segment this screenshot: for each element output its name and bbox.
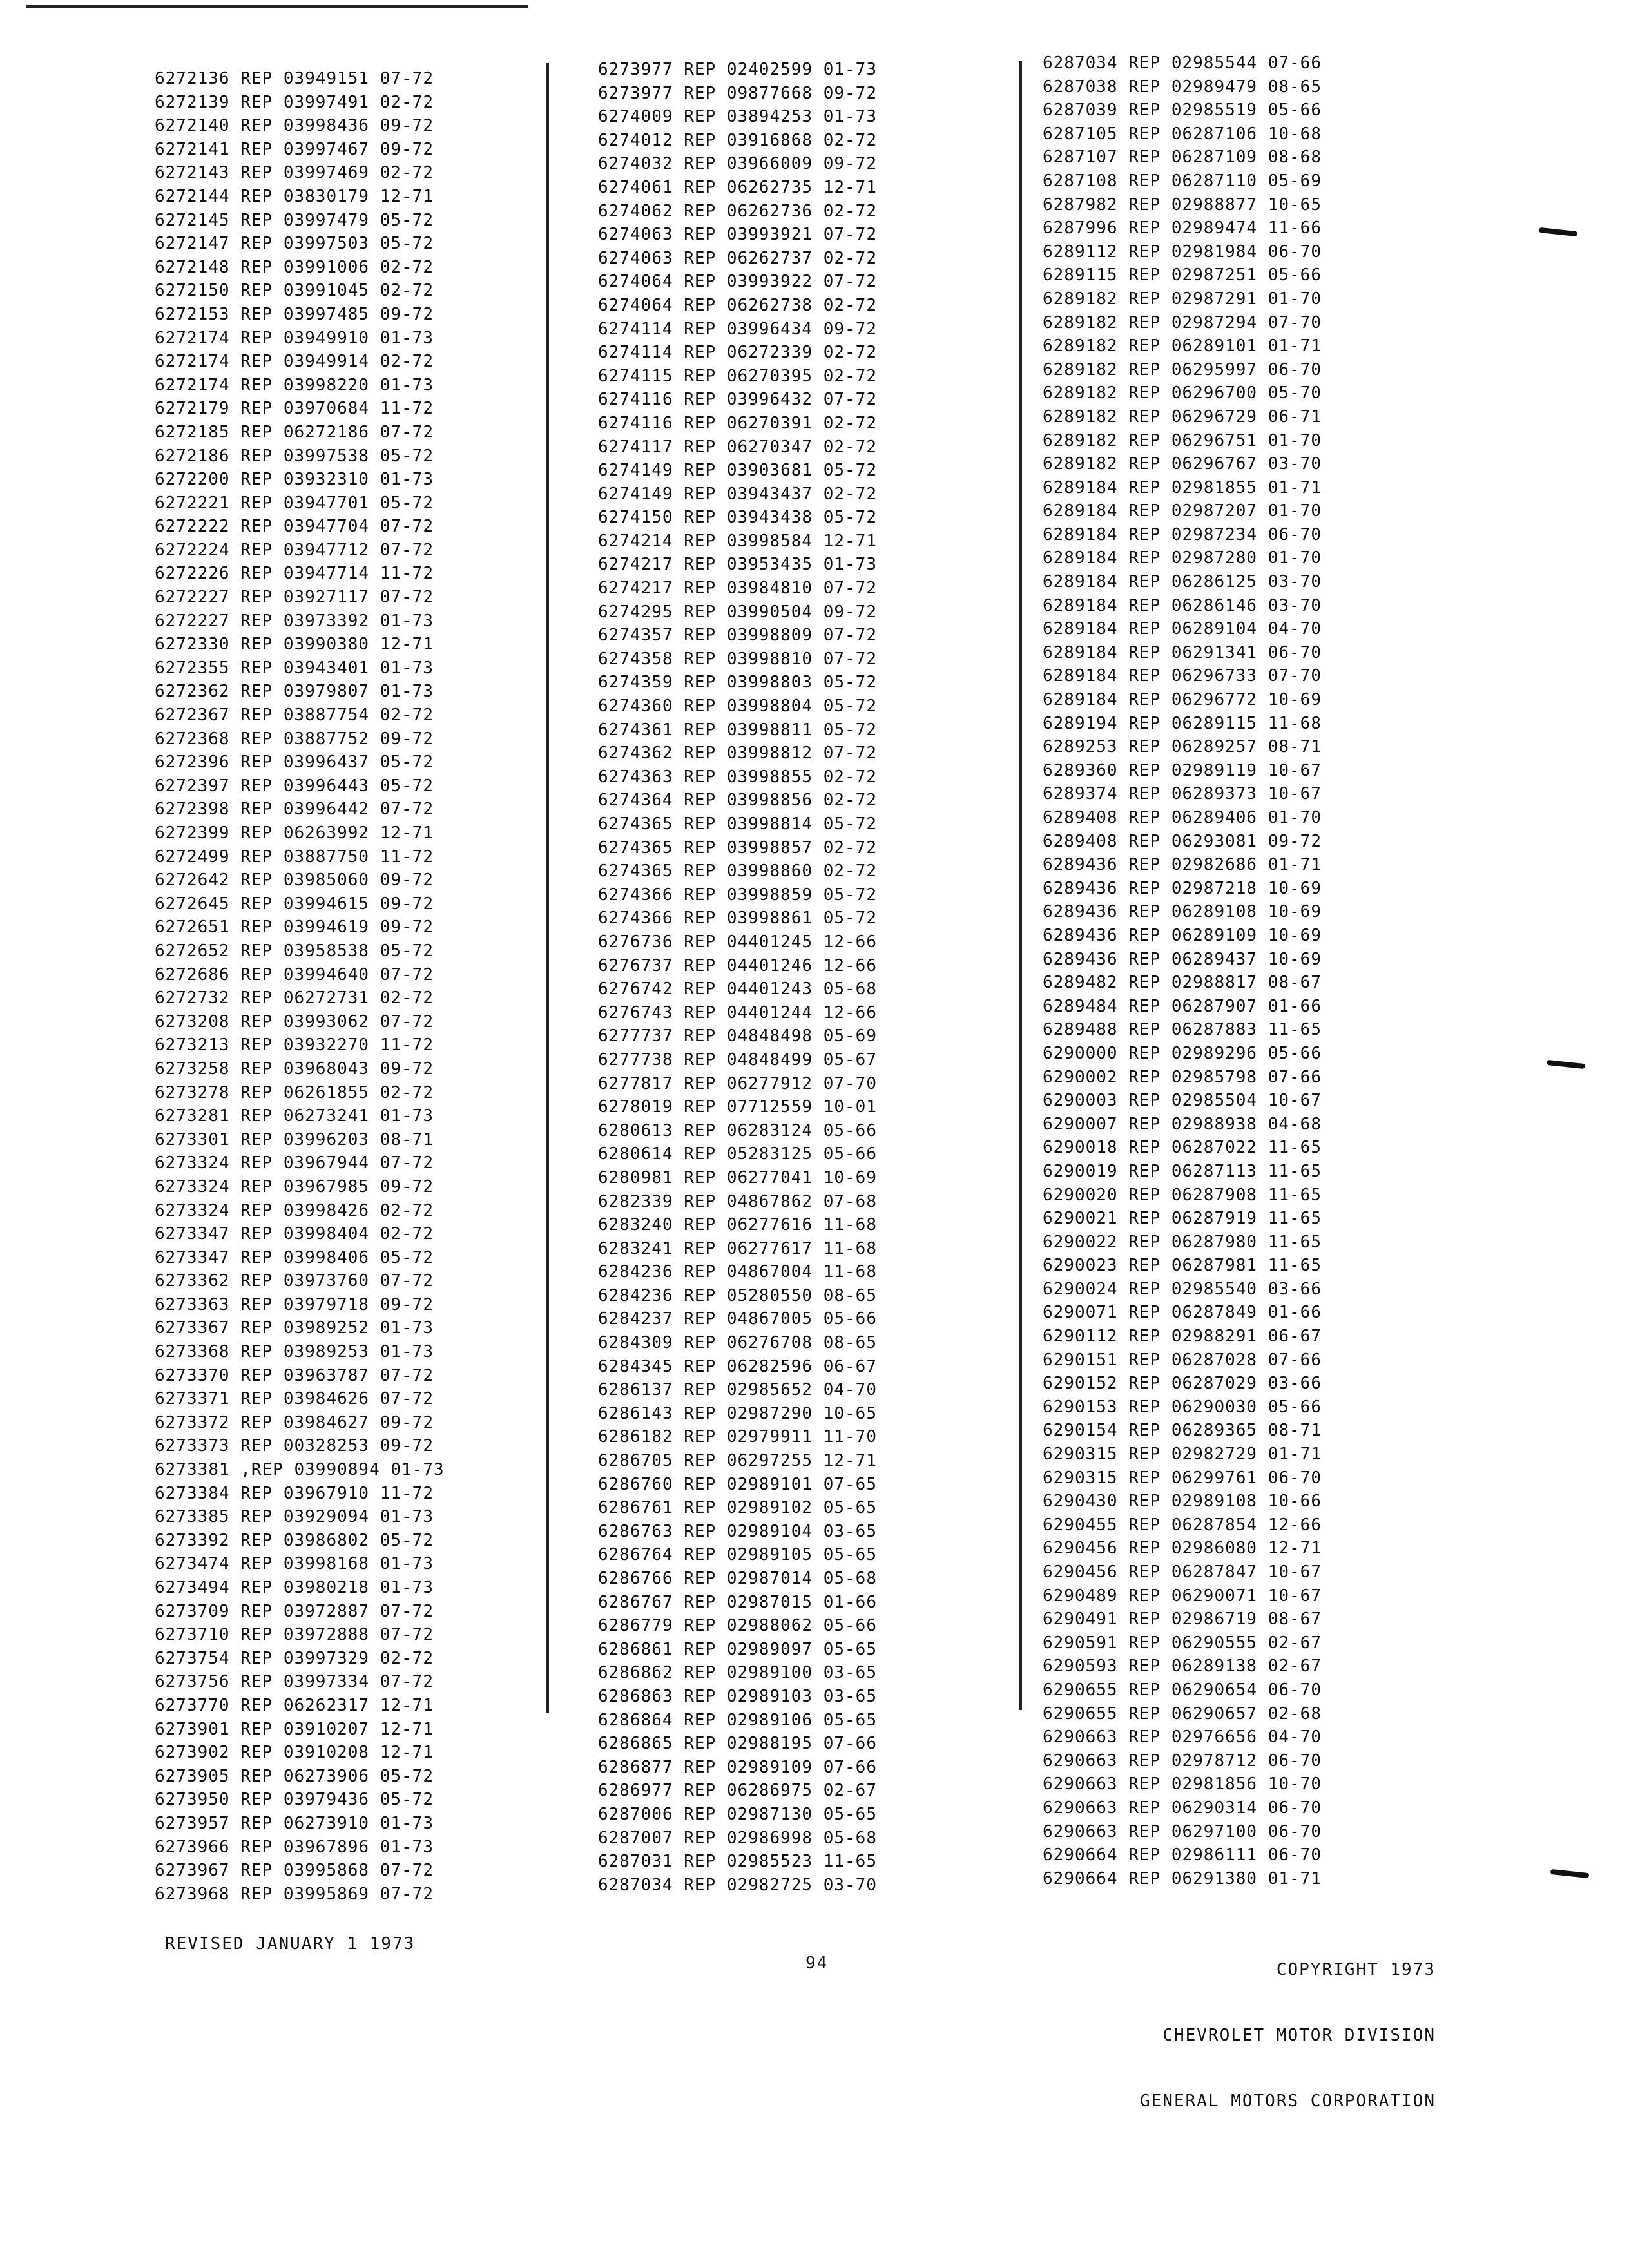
list-item: 6274360 REP 03998804 05-72 [598, 697, 877, 716]
list-item: 6274214 REP 03998584 12-71 [598, 531, 877, 551]
list-item: 6274366 REP 03998859 05-72 [598, 885, 877, 905]
list-item: 6273373 REP 00328253 09-72 [155, 1436, 434, 1456]
list-item: 6273258 REP 03968043 09-72 [155, 1059, 434, 1079]
list-item: 6290664 REP 06291380 01-71 [1043, 1869, 1322, 1888]
list-item: 6273372 REP 03984627 09-72 [155, 1412, 434, 1432]
list-item: 6287996 REP 02989474 11-66 [1043, 218, 1322, 238]
list-item: 6290456 REP 06287847 10-67 [1043, 1562, 1322, 1582]
list-item: 6290154 REP 06289365 08-71 [1043, 1421, 1322, 1441]
list-item: 6273324 REP 03967944 07-72 [155, 1153, 434, 1173]
list-item: 6286877 REP 02989109 07-66 [598, 1757, 877, 1777]
list-item: 6272139 REP 03997491 02-72 [155, 92, 434, 112]
list-item: 6273968 REP 03995869 07-72 [155, 1884, 434, 1904]
column-divider [546, 63, 549, 1713]
list-item: 6273901 REP 03910207 12-71 [155, 1719, 434, 1739]
list-item: 6290455 REP 06287854 12-66 [1043, 1515, 1322, 1535]
list-item: 6290020 REP 06287908 11-65 [1043, 1185, 1322, 1205]
list-item: 6274361 REP 03998811 05-72 [598, 720, 877, 740]
list-item: 6274149 REP 03903681 05-72 [598, 461, 877, 481]
list-item: 6272185 REP 06272186 07-72 [155, 422, 434, 442]
list-item: 6286143 REP 02987290 10-65 [598, 1403, 877, 1423]
list-item: 6273371 REP 03984626 07-72 [155, 1389, 434, 1409]
list-item: 6289194 REP 06289115 11-68 [1043, 713, 1322, 733]
list-item: 6274032 REP 03966009 09-72 [598, 154, 877, 174]
list-item: 6272186 REP 03997538 05-72 [155, 446, 434, 466]
list-item: 6273967 REP 03995868 07-72 [155, 1861, 434, 1881]
list-item: 6276737 REP 04401246 12-66 [598, 956, 877, 975]
list-item: 6290663 REP 02981856 10-70 [1043, 1774, 1322, 1794]
list-item: 6289482 REP 02988817 08-67 [1043, 973, 1322, 993]
list-item: 6290491 REP 02986719 08-67 [1043, 1610, 1322, 1629]
list-item: 6289182 REP 06289101 01-71 [1043, 336, 1322, 356]
list-item: 6274063 REP 06262737 02-72 [598, 248, 877, 268]
list-item: 6272147 REP 03997503 05-72 [155, 234, 434, 254]
margin-tick-mark [1550, 1869, 1590, 1878]
list-item: 6290153 REP 06290030 05-66 [1043, 1397, 1322, 1417]
list-item: 6287105 REP 06287106 10-68 [1043, 124, 1322, 144]
list-item: 6289182 REP 06296767 03-70 [1043, 454, 1322, 474]
list-item: 6274365 REP 03998814 05-72 [598, 814, 877, 834]
list-item: 6272367 REP 03887754 02-72 [155, 706, 434, 726]
list-item: 6287034 REP 02985544 07-66 [1043, 53, 1322, 73]
list-item: 6290663 REP 06290314 06-70 [1043, 1798, 1322, 1818]
list-item: 6274357 REP 03998809 07-72 [598, 626, 877, 646]
list-item: 6286863 REP 02989103 03-65 [598, 1686, 877, 1706]
list-item: 6273208 REP 03993062 07-72 [155, 1012, 434, 1032]
list-item: 6274063 REP 03993921 07-72 [598, 225, 877, 245]
list-item: 6274061 REP 06262735 12-71 [598, 177, 877, 197]
list-item: 6273494 REP 03980218 01-73 [155, 1578, 434, 1597]
list-item: 6273392 REP 03986802 05-72 [155, 1530, 434, 1550]
list-item: 6272227 REP 03973392 01-73 [155, 611, 434, 631]
list-item: 6274365 REP 03998860 02-72 [598, 861, 877, 881]
list-item: 6286705 REP 06297255 12-71 [598, 1451, 877, 1471]
list-item: 6289184 REP 06286125 03-70 [1043, 572, 1322, 592]
list-item: 6273966 REP 03967896 01-73 [155, 1837, 434, 1857]
list-item: 6273474 REP 03998168 01-73 [155, 1554, 434, 1574]
list-item: 6289253 REP 06289257 08-71 [1043, 737, 1322, 757]
list-item: 6273213 REP 03932270 11-72 [155, 1035, 434, 1055]
list-item: 6272686 REP 03994640 07-72 [155, 965, 434, 985]
list-item: 6274363 REP 03998855 02-72 [598, 767, 877, 787]
corporation-line: GENERAL MOTORS CORPORATION [1140, 2091, 1436, 2111]
list-item: 6272150 REP 03991045 02-72 [155, 281, 434, 301]
list-item: 6290664 REP 02986111 06-70 [1043, 1845, 1322, 1865]
list-item: 6272368 REP 03887752 09-72 [155, 729, 434, 749]
list-item: 6273710 REP 03972888 07-72 [155, 1625, 434, 1645]
division-line: CHEVROLET MOTOR DIVISION [1162, 2026, 1436, 2045]
list-item: 6290663 REP 02978712 06-70 [1043, 1751, 1322, 1771]
list-item: 6286862 REP 02989100 03-65 [598, 1663, 877, 1683]
list-item: 6284236 REP 04867004 11-68 [598, 1262, 877, 1282]
list-item: 6274358 REP 03998810 07-72 [598, 649, 877, 669]
list-item: 6290591 REP 06290555 02-67 [1043, 1633, 1322, 1653]
list-item: 6289436 REP 02987218 10-69 [1043, 878, 1322, 898]
list-item: 6278019 REP 07712559 10-01 [598, 1097, 877, 1117]
list-item: 6287007 REP 02986998 05-68 [598, 1828, 877, 1848]
list-item: 6273301 REP 03996203 08-71 [155, 1129, 434, 1149]
list-item: 6272499 REP 03887750 11-72 [155, 847, 434, 867]
list-item: 6289436 REP 02982686 01-71 [1043, 855, 1322, 875]
list-item: 6286760 REP 02989101 07-65 [598, 1474, 877, 1494]
list-item: 6273324 REP 03998426 02-72 [155, 1200, 434, 1220]
list-item: 6290315 REP 02982729 01-71 [1043, 1445, 1322, 1465]
list-item: 6274064 REP 03993922 07-72 [598, 272, 877, 292]
list-item: 6289182 REP 02987294 07-70 [1043, 312, 1322, 332]
list-item: 6289115 REP 02987251 05-66 [1043, 265, 1322, 285]
list-item: 6272140 REP 03998436 09-72 [155, 116, 434, 136]
list-item: 6287039 REP 02985519 05-66 [1043, 101, 1322, 120]
column-2 [598, 58, 877, 1897]
list-item: 6280614 REP 05283125 05-66 [598, 1144, 877, 1164]
list-item: 6290593 REP 06289138 02-67 [1043, 1657, 1322, 1677]
list-item: 6272200 REP 03932310 01-73 [155, 470, 434, 490]
list-item: 6272174 REP 03998220 01-73 [155, 375, 434, 395]
list-item: 6274359 REP 03998803 05-72 [598, 673, 877, 693]
list-item: 6274116 REP 06270391 02-72 [598, 413, 877, 433]
list-item: 6290003 REP 02985504 10-67 [1043, 1091, 1322, 1111]
margin-tick-mark [1539, 227, 1578, 236]
list-item: 6272362 REP 03979807 01-73 [155, 682, 434, 702]
list-item: 6286137 REP 02985652 04-70 [598, 1380, 877, 1400]
list-item: 6274115 REP 06270395 02-72 [598, 366, 877, 386]
list-item: 6290152 REP 06287029 03-66 [1043, 1374, 1322, 1394]
list-item: 6274114 REP 06272339 02-72 [598, 343, 877, 363]
list-item: 6290663 REP 02976656 04-70 [1043, 1727, 1322, 1747]
list-item: 6276736 REP 04401245 12-66 [598, 932, 877, 952]
list-item: 6274064 REP 06262738 02-72 [598, 295, 877, 315]
list-item: 6289112 REP 02981984 06-70 [1043, 242, 1322, 262]
list-item: 6273363 REP 03979718 09-72 [155, 1294, 434, 1314]
list-item: 6272732 REP 06272731 02-72 [155, 988, 434, 1008]
list-item: 6274366 REP 03998861 05-72 [598, 908, 877, 928]
list-item: 6280613 REP 06283124 05-66 [598, 1120, 877, 1140]
list-item: 6289488 REP 06287883 11-65 [1043, 1020, 1322, 1040]
list-item: 6272179 REP 03970684 11-72 [155, 399, 434, 419]
list-item: 6289184 REP 02987207 01-70 [1043, 501, 1322, 521]
list-item: 6289184 REP 02987234 06-70 [1043, 524, 1322, 544]
list-item: 6272330 REP 03990380 12-71 [155, 635, 434, 655]
list-item: 6272398 REP 03996442 07-72 [155, 800, 434, 820]
list-item: 6289182 REP 02987291 01-70 [1043, 289, 1322, 309]
list-item: 6272642 REP 03985060 09-72 [155, 870, 434, 890]
list-item: 6290018 REP 06287022 11-65 [1043, 1138, 1322, 1158]
list-item: 6273324 REP 03967985 09-72 [155, 1177, 434, 1196]
list-item: 6289436 REP 06289109 10-69 [1043, 925, 1322, 945]
copyright-line: COPYRIGHT 1973 [1276, 1960, 1436, 1979]
list-item: 6290655 REP 06290654 06-70 [1043, 1680, 1322, 1700]
list-item: 6274116 REP 03996432 07-72 [598, 390, 877, 410]
list-item: 6274365 REP 03998857 02-72 [598, 838, 877, 858]
list-item: 6273362 REP 03973760 07-72 [155, 1271, 434, 1291]
column-3 [1043, 52, 1322, 1890]
list-item: 6273347 REP 03998404 02-72 [155, 1224, 434, 1244]
list-item: 6274149 REP 03943437 02-72 [598, 484, 877, 504]
list-item: 6274364 REP 03998856 02-72 [598, 791, 877, 811]
list-item: 6284237 REP 04867005 05-66 [598, 1309, 877, 1329]
list-item: 6283241 REP 06277617 11-68 [598, 1238, 877, 1258]
list-item: 6287034 REP 02982725 03-70 [598, 1875, 877, 1895]
list-item: 6283240 REP 06277616 11-68 [598, 1215, 877, 1235]
list-item: 6289436 REP 06289108 10-69 [1043, 902, 1322, 922]
list-item: 6286763 REP 02989104 03-65 [598, 1521, 877, 1541]
list-item: 6290151 REP 06287028 07-66 [1043, 1350, 1322, 1370]
list-item: 6277817 REP 06277912 07-70 [598, 1073, 877, 1093]
list-item: 6286767 REP 02987015 01-66 [598, 1592, 877, 1612]
list-item: 6286977 REP 06286975 02-67 [598, 1781, 877, 1801]
margin-tick-mark [1547, 1060, 1586, 1069]
list-item: 6290663 REP 06297100 06-70 [1043, 1821, 1322, 1841]
list-item: 6272227 REP 03927117 07-72 [155, 588, 434, 608]
list-item: 6274362 REP 03998812 07-72 [598, 744, 877, 764]
list-item: 6272153 REP 03997485 09-72 [155, 304, 434, 324]
list-item: 6273977 REP 02402599 01-73 [598, 60, 877, 79]
list-item: 6273977 REP 09877668 09-72 [598, 83, 877, 103]
list-item: 6274217 REP 03953435 01-73 [598, 555, 877, 575]
list-item: 6272355 REP 03943401 01-73 [155, 658, 434, 678]
top-rule [26, 5, 528, 8]
list-item: 6286779 REP 02988062 05-66 [598, 1616, 877, 1636]
list-item: 6273756 REP 03997334 07-72 [155, 1672, 434, 1692]
list-item: 6290022 REP 06287980 11-65 [1043, 1232, 1322, 1252]
list-item: 6289182 REP 06296729 06-71 [1043, 407, 1322, 427]
list-item: 6273754 REP 03997329 02-72 [155, 1648, 434, 1668]
list-item: 6273370 REP 03963787 07-72 [155, 1365, 434, 1385]
list-item: 6273709 REP 03972887 07-72 [155, 1601, 434, 1621]
list-item: 6289374 REP 06289373 10-67 [1043, 784, 1322, 804]
list-item: 6274295 REP 03990504 09-72 [598, 602, 877, 622]
page-number: 94 [805, 1954, 829, 1973]
list-item: 6273384 REP 03967910 11-72 [155, 1483, 434, 1503]
list-item: 6272397 REP 03996443 05-72 [155, 776, 434, 796]
list-item: 6274150 REP 03943438 05-72 [598, 508, 877, 528]
list-item: 6272396 REP 03996437 05-72 [155, 753, 434, 773]
list-item: 6272221 REP 03947701 05-72 [155, 493, 434, 513]
list-item: 6289184 REP 02981855 01-71 [1043, 477, 1322, 497]
list-item: 6289184 REP 06291341 06-70 [1043, 642, 1322, 662]
list-item: 6273367 REP 03989252 01-73 [155, 1318, 434, 1338]
list-item: 6274117 REP 06270347 02-72 [598, 437, 877, 457]
list-item: 6289182 REP 06295997 06-70 [1043, 360, 1322, 380]
list-item: 6290021 REP 06287919 11-65 [1043, 1209, 1322, 1229]
list-item: 6287038 REP 02989479 08-65 [1043, 77, 1322, 97]
list-item: 6272145 REP 03997479 05-72 [155, 210, 434, 230]
revised-date: REVISED JANUARY 1 1973 [165, 1934, 416, 1954]
list-item: 6287108 REP 06287110 05-69 [1043, 171, 1322, 191]
list-item: 6289360 REP 02989119 10-67 [1043, 760, 1322, 780]
list-item: 6286764 REP 02989105 05-65 [598, 1545, 877, 1565]
list-item: 6290023 REP 06287981 11-65 [1043, 1256, 1322, 1276]
list-item: 6276743 REP 04401244 12-66 [598, 1003, 877, 1023]
list-item: 6274114 REP 03996434 09-72 [598, 319, 877, 339]
list-item: 6290112 REP 02988291 06-67 [1043, 1327, 1322, 1347]
list-item: 6290430 REP 02989108 10-66 [1043, 1492, 1322, 1512]
list-item: 6277737 REP 04848498 05-69 [598, 1026, 877, 1046]
list-item: 6273770 REP 06262317 12-71 [155, 1695, 434, 1715]
list-item: 6273347 REP 03998406 05-72 [155, 1247, 434, 1267]
list-item: 6274062 REP 06262736 02-72 [598, 201, 877, 221]
list-item: 6272148 REP 03991006 02-72 [155, 257, 434, 277]
list-item: 6273385 REP 03929094 01-73 [155, 1507, 434, 1527]
column-1 [155, 67, 445, 1906]
list-item: 6273368 REP 03989253 01-73 [155, 1342, 434, 1362]
list-item: 6289408 REP 06293081 09-72 [1043, 831, 1322, 851]
list-item: 6289184 REP 06289104 04-70 [1043, 619, 1322, 639]
list-item: 6289182 REP 06296700 05-70 [1043, 383, 1322, 403]
list-item: 6273278 REP 06261855 02-72 [155, 1082, 434, 1102]
list-item: 6290019 REP 06287113 11-65 [1043, 1161, 1322, 1181]
list-item: 6272224 REP 03947712 07-72 [155, 540, 434, 560]
list-item: 6290315 REP 06299761 06-70 [1043, 1468, 1322, 1488]
list-item: 6287107 REP 06287109 08-68 [1043, 148, 1322, 168]
list-item: 6272144 REP 03830179 12-71 [155, 186, 434, 206]
list-item: 6272136 REP 03949151 07-72 [155, 69, 434, 88]
list-item: 6289184 REP 06286146 03-70 [1043, 595, 1322, 615]
list-item: 6290002 REP 02985798 07-66 [1043, 1067, 1322, 1087]
list-item: 6290024 REP 02985540 03-66 [1043, 1279, 1322, 1299]
list-item: 6286861 REP 02989097 05-65 [598, 1639, 877, 1659]
list-item: 6273902 REP 03910208 12-71 [155, 1743, 434, 1763]
list-item: 6286761 REP 02989102 05-65 [598, 1498, 877, 1518]
list-item: 6274217 REP 03984810 07-72 [598, 579, 877, 599]
list-item: 6280981 REP 06277041 10-69 [598, 1168, 877, 1187]
list-item: 6289184 REP 06296733 07-70 [1043, 666, 1322, 686]
copyright-block [1140, 1915, 1436, 2134]
list-item: 6284309 REP 06276708 08-65 [598, 1333, 877, 1353]
list-item: 6290007 REP 02988938 04-68 [1043, 1114, 1322, 1134]
list-item: 6289182 REP 06296751 01-70 [1043, 430, 1322, 450]
list-item: 6290489 REP 06290071 10-67 [1043, 1586, 1322, 1606]
list-item: 6273950 REP 03979436 05-72 [155, 1790, 434, 1810]
list-item: 6273905 REP 06273906 05-72 [155, 1766, 434, 1786]
list-item: 6290000 REP 02989296 05-66 [1043, 1043, 1322, 1063]
list-item: 6287031 REP 02985523 11-65 [598, 1852, 877, 1872]
list-item: 6290655 REP 06290657 02-68 [1043, 1704, 1322, 1724]
list-item: 6273957 REP 06273910 01-73 [155, 1813, 434, 1833]
list-item: 6284345 REP 06282596 06-67 [598, 1356, 877, 1376]
list-item: 6282339 REP 04867862 07-68 [598, 1191, 877, 1211]
list-item: 6272651 REP 03994619 09-72 [155, 918, 434, 937]
list-item: 6272645 REP 03994615 09-72 [155, 894, 434, 914]
list-item: 6272143 REP 03997469 02-72 [155, 163, 434, 183]
list-item: 6272174 REP 03949910 01-73 [155, 328, 434, 348]
list-item: 6273381 ,REP 03990894 01-73 [155, 1460, 445, 1480]
list-item: 6287982 REP 02988877 10-65 [1043, 195, 1322, 215]
list-item: 6276742 REP 04401243 05-68 [598, 979, 877, 999]
list-item: 6273281 REP 06273241 01-73 [155, 1106, 434, 1126]
list-item: 6289436 REP 06289437 10-69 [1043, 949, 1322, 969]
list-item: 6287006 REP 02987130 05-65 [598, 1804, 877, 1824]
list-item: 6289408 REP 06289406 01-70 [1043, 808, 1322, 827]
list-item: 6274012 REP 03916868 02-72 [598, 130, 877, 150]
list-item: 6289484 REP 06287907 01-66 [1043, 996, 1322, 1016]
list-item: 6272652 REP 03958538 05-72 [155, 941, 434, 961]
list-item: 6290071 REP 06287849 01-66 [1043, 1303, 1322, 1323]
list-item: 6274009 REP 03894253 01-73 [598, 107, 877, 127]
list-item: 6289184 REP 06296772 10-69 [1043, 690, 1322, 710]
list-item: 6289184 REP 02987280 01-70 [1043, 548, 1322, 568]
list-item: 6286766 REP 02987014 05-68 [598, 1569, 877, 1588]
list-item: 6272174 REP 03949914 02-72 [155, 352, 434, 372]
list-item: 6284236 REP 05280550 08-65 [598, 1285, 877, 1305]
list-item: 6277738 REP 04848499 05-67 [598, 1050, 877, 1070]
list-item: 6286864 REP 02989106 05-65 [598, 1710, 877, 1730]
list-item: 6286865 REP 02988195 07-66 [598, 1734, 877, 1754]
list-item: 6272141 REP 03997467 09-72 [155, 139, 434, 159]
list-item: 6286182 REP 02979911 11-70 [598, 1427, 877, 1447]
list-item: 6290456 REP 02986080 12-71 [1043, 1539, 1322, 1559]
list-item: 6272222 REP 03947704 07-72 [155, 517, 434, 537]
list-item: 6272399 REP 06263992 12-71 [155, 823, 434, 843]
column-divider [1019, 61, 1022, 1710]
list-item: 6272226 REP 03947714 11-72 [155, 564, 434, 584]
